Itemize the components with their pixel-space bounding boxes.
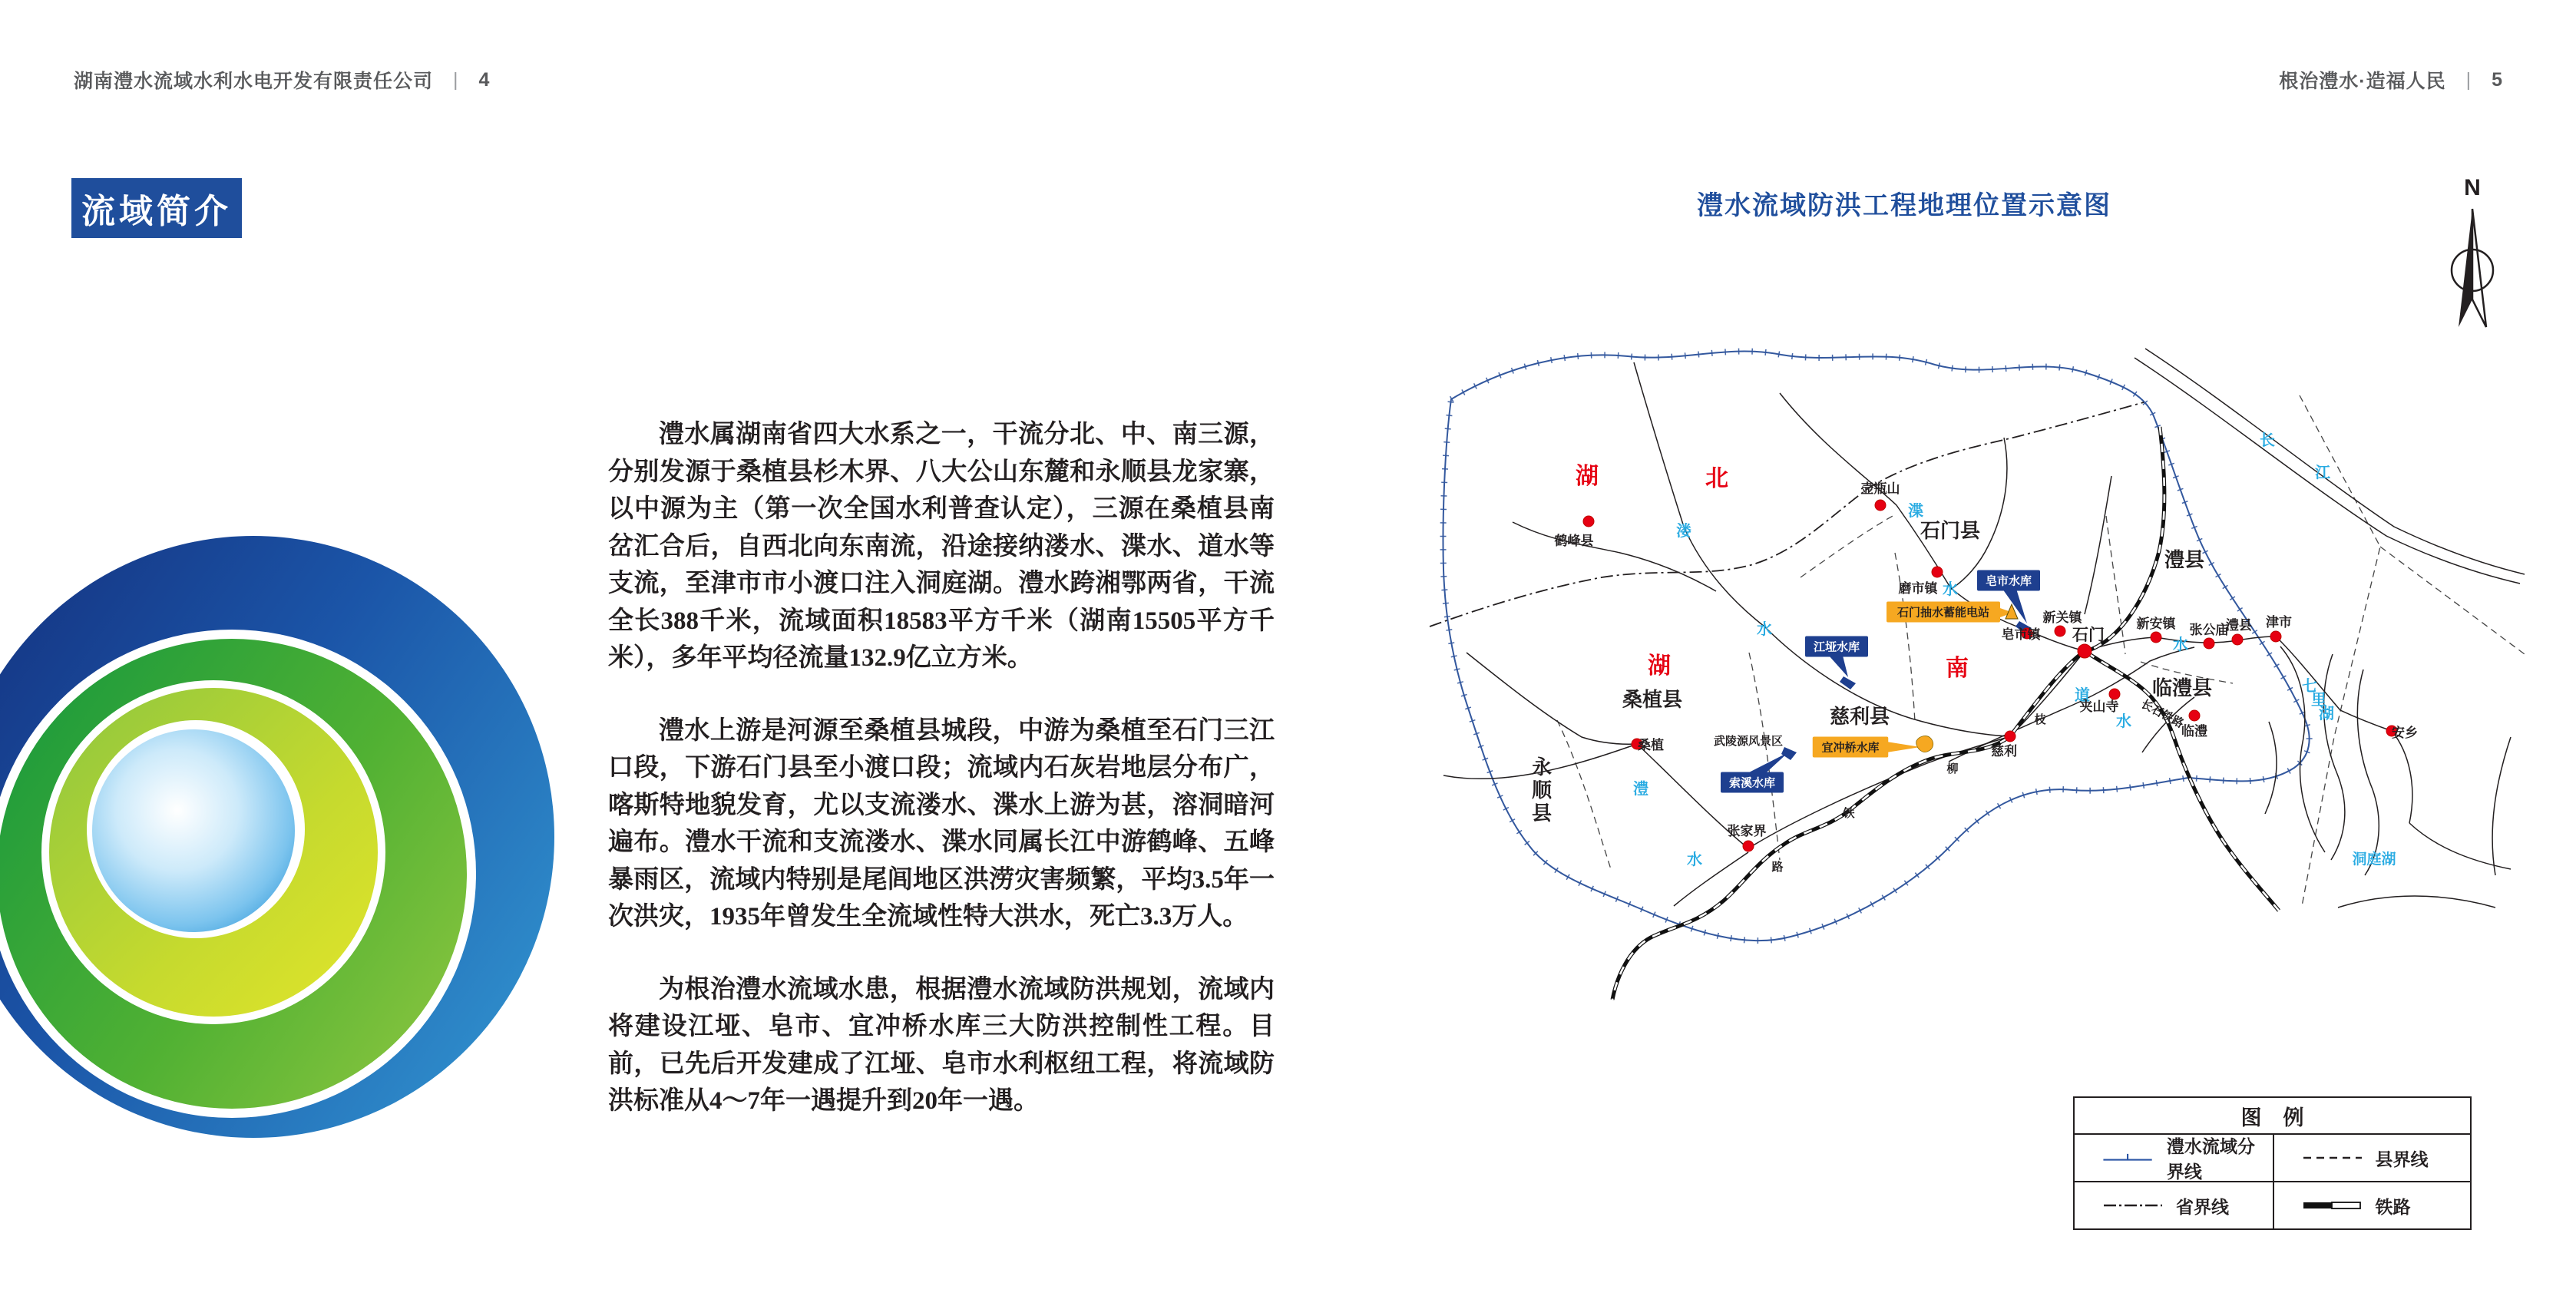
header-divider: | <box>2465 68 2472 91</box>
railway-symbol <box>2300 1198 2365 1213</box>
reservoir-label: 石门抽水蓄能电站 <box>1896 606 1990 620</box>
town-dot <box>2204 638 2214 649</box>
county-label: 慈利县 <box>1829 705 1890 728</box>
town-label: 安乡 <box>2392 726 2418 740</box>
reservoir-label: 皂市水库 <box>1985 574 2032 588</box>
legend-label: 省界线 <box>2176 1196 2229 1217</box>
town-label: 临澧 <box>2181 724 2207 739</box>
left-page-header <box>74 66 490 94</box>
province-label: 北 <box>1705 466 1730 491</box>
railway-name-char: 枝 <box>2034 713 2046 726</box>
town-dot <box>2270 631 2281 642</box>
town-dot <box>1743 841 1754 851</box>
town-dot <box>1875 500 1886 511</box>
province-label: 湖 <box>1576 464 1600 489</box>
river-name-char: 水 <box>1687 851 1702 868</box>
scenic-area-label: 武陵源风景区 <box>1713 735 1784 748</box>
basin-map-svg <box>1420 322 2534 1075</box>
legend-item-railway <box>2273 1181 2471 1228</box>
town-label: 壶瓶山 <box>1860 481 1900 496</box>
town-label: 张家界 <box>1727 824 1767 838</box>
town-label: 桑植 <box>1638 738 1664 752</box>
map-title: 澧水流域防洪工程地理位置示意图 <box>1697 191 2111 220</box>
legend-item-province <box>2075 1181 2273 1228</box>
province-label: 湖 <box>1648 653 1672 679</box>
town-label: 慈利 <box>1991 744 2017 759</box>
river-name-char: 水 <box>1943 581 1958 598</box>
town-dot <box>2078 644 2092 658</box>
county-label: 桑植县 <box>1622 688 1683 711</box>
river-name-char: 江 <box>2315 465 2330 481</box>
railway-name-char: 路 <box>1771 861 1784 874</box>
river-name-char: 水 <box>2116 713 2131 730</box>
town-label: 石门 <box>2072 627 2105 644</box>
river-name-char: 里 <box>2311 692 2326 709</box>
river-name-char: 渫 <box>1908 503 1923 520</box>
railway-name-char: 铁 <box>1843 807 1855 820</box>
town-label: 皂市镇 <box>2001 627 2041 642</box>
map-legend <box>2073 1096 2472 1230</box>
county-label: 临澧县 <box>2151 676 2213 699</box>
legend-label: 澧水流域分界线 <box>2166 1136 2255 1182</box>
reservoir-label: 宜冲桥水库 <box>1821 741 1880 755</box>
town-dot <box>1932 567 1943 577</box>
county-label: 永顺县 <box>1531 755 1553 825</box>
town-label: 夹山寺 <box>2079 699 2119 714</box>
lake-label: 洞庭湖 <box>2352 851 2396 868</box>
company-logo-swirl <box>0 361 614 1305</box>
section-title-badge <box>71 178 242 238</box>
railway-lines <box>1612 427 2279 1000</box>
province-label: 南 <box>1946 656 1970 681</box>
river-lines <box>1443 349 2525 908</box>
basin-map <box>1420 322 2534 1075</box>
town-label: 新关镇 <box>2042 610 2082 625</box>
company-name: 湖南澧水流域水利水电开发有限责任公司 <box>74 71 434 92</box>
town-label: 磨市镇 <box>1898 581 1938 596</box>
province-border-line <box>1430 402 2144 627</box>
river-name-char: 澧 <box>1633 781 1648 798</box>
slogan: 根治澧水·造福人民 <box>2279 71 2446 92</box>
basin-line-symbol <box>2101 1150 2156 1165</box>
town-label: 鹤峰县 <box>1554 534 1594 548</box>
header-divider: | <box>453 68 459 91</box>
compass-needle-icon <box>2445 203 2499 341</box>
intro-text <box>608 416 1275 1156</box>
county-line-symbol <box>2300 1150 2365 1165</box>
legend-title: 图例 <box>2075 1098 2470 1135</box>
town-label: 澧县 <box>2226 618 2252 633</box>
paragraph-1: 澧水属湖南省四大水系之一，干流分北、中、南三源，分别发源于桑植县杉木界、八大公山东麓和永顺县龙家寨，以中源为主（第一次全国水利普查认定），三源在桑植县南岔汇合后，自西北向东南流，沿途接纳溇水、渫水、道水等支流，至津市市小渡口注入洞庭湖。澧水跨湘鄂两省，干流全长388千米，流域面积18583平方千米（湖南15505平方千米），多年平均径流量132.9亿立方米。 <box>608 421 1275 672</box>
town-dot <box>2151 632 2161 643</box>
town-dot <box>2005 731 2015 742</box>
page-number-right: 5 <box>2492 68 2503 91</box>
legend-label: 铁路 <box>2375 1196 2411 1217</box>
reservoir-label: 江垭水库 <box>1813 640 1860 654</box>
paragraph-3: 为根治澧水流域水患，根据澧水流域防洪规划，流域内将建设江垭、皂市、宜冲桥水库三大防洪控制性工程。目前，已先后开发建成了江垭、皂市水利枢纽工程，将流域防洪标准从4～7年一遇提升到20年一遇。 <box>608 975 1275 1115</box>
reservoir-label: 索溪水库 <box>1728 776 1776 790</box>
river-name-char: 溇 <box>1676 523 1691 540</box>
town-label: 张公庙 <box>2189 623 2229 637</box>
river-name-char: 长 <box>2260 432 2275 449</box>
county-label: 澧县 <box>2164 548 2205 571</box>
town-dot <box>2189 710 2200 721</box>
town-dot <box>1583 516 1594 527</box>
section-title: 流域简介 <box>81 193 232 230</box>
river-name-char: 湖 <box>2319 706 2334 722</box>
paragraph-2: 澧水上游是河源至桑植县城段，中游为桑植至石门三江口段，下游石门县至小渡口段；流域内石灰岩地层分布广，喀斯特地貌发育，尤以支流溇水、渫水上游为甚，溶洞暗河遍布。澧水干流和支流溇水、渫水同属长江中游鹤峰、五峰暴雨区，流域内特别是尾闾地区洪涝灾害频繁，平均3.5年一次洪灾，1935年曾发生全流域性特大洪水，死亡3.3万人。 <box>608 716 1275 931</box>
page-number-left: 4 <box>478 68 491 91</box>
county-label: 石门县 <box>1920 519 1981 542</box>
river-name-char: 道 <box>2075 687 2090 704</box>
legend-item-basin <box>2075 1135 2273 1181</box>
town-label: 新安镇 <box>2136 617 2176 631</box>
railway-name-char: 柳 <box>1946 762 1959 775</box>
river-name-char: 七 <box>2302 678 2317 695</box>
compass-north-label: N <box>2464 175 2481 200</box>
legend-label: 县界线 <box>2375 1149 2429 1169</box>
legend-item-county <box>2273 1135 2471 1181</box>
province-line-symbol <box>2101 1198 2165 1213</box>
county-border-lines <box>1557 395 2525 906</box>
compass <box>2442 175 2503 345</box>
railway-name-label: 长石铁路 <box>2138 697 2186 731</box>
river-name-char: 水 <box>2173 636 2188 653</box>
town-dot <box>2055 626 2065 636</box>
river-name-char: 水 <box>1757 621 1772 638</box>
town-label: 津市 <box>2266 615 2292 630</box>
legend-grid <box>2075 1135 2470 1228</box>
town-dot <box>2109 689 2120 699</box>
right-page-header <box>2279 66 2503 94</box>
town-dot <box>2232 634 2243 645</box>
logo-swirl-rings <box>0 536 554 1138</box>
